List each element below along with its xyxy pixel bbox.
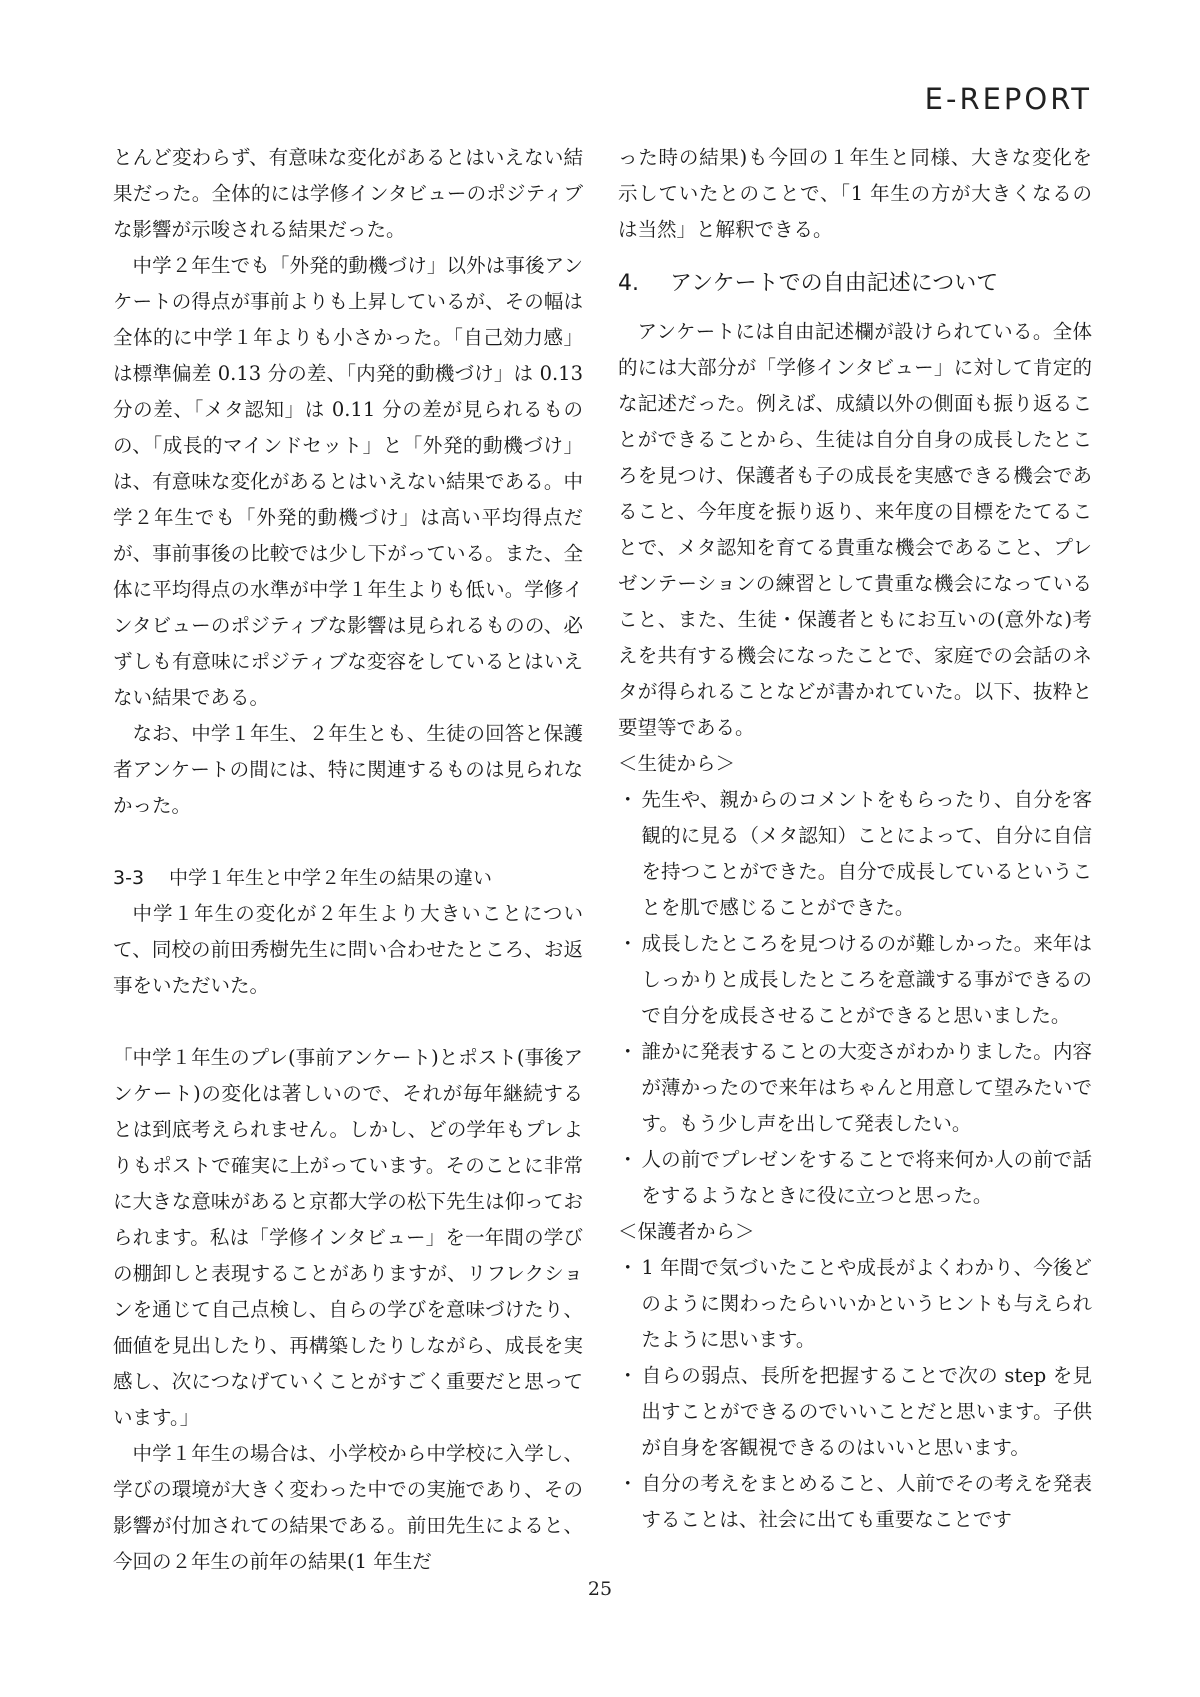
left-paragraph-1: とんど変わらず、有意味な変化があるとはいえない結果だった。全体的には学修インタビューのポジティブな影響が示唆される結果だった。: [113, 146, 583, 241]
left-column: [113, 140, 583, 1580]
section-title: アンケートでの自由記述について: [670, 271, 999, 296]
spacer: [113, 824, 583, 860]
list-item: ・ 誰かに発表することの大変さがわかりました。内容が薄かったので来年はちゃんと用意して望みたいです。もう少し声を出して発表したい。: [618, 1034, 1092, 1142]
right-column: [618, 140, 1092, 1538]
left-paragraph-3: なお、中学１年生、２年生とも、生徒の回答と保護者アンケートの間には、特に関連するものは見られなかった。: [113, 722, 583, 817]
section-number: 4.: [618, 271, 639, 296]
subsection-title: 中学１年生と中学２年生の結果の違い: [169, 867, 493, 889]
list-item: ・ 自らの弱点、長所を把握することで次の step を見出すことができるのでいいことだと思います。子供が自身を客観視できるのはいいと思います。: [618, 1358, 1092, 1466]
left-paragraph-2: 中学２年生でも「外発的動機づけ」以外は事後アンケートの得点が事前よりも上昇しているが、その幅は全体的に中学１年よりも小さかった。「自己効力感」は標準偏差 0.13 分の差、「内発的動機づけ」は 0.13 分の差、「メタ認知」は 0.11 分の差が見られるものの、「成長的マインドセット」と「外発的動機づけ」は、有意味な変化があるとはいえない結果である。中学２年生でも「外発的動機づけ」は高い平均得点だが、事前事後の比較では少し下がっている。また、全体に平均得点の水準が中学１年生よりも低い。学修インタビューのポジティブな影響は見られるものの、必ずしも有意味にポジティブな変容をしているとはいえない結果である。: [113, 254, 583, 709]
left-paragraph-intro: 中学１年生の変化が２年生より大きいことについて、同校の前田秀樹先生に問い合わせたところ、お返事をいただいた。: [113, 902, 583, 997]
right-paragraph-main: アンケートには自由記述欄が設けられている。全体的には大部分が「学修インタビュー」に対して肯定的な記述だった。例えば、成績以外の側面も振り返ることができることから、生徒は自分自身の成長したところを見つけ、保護者も子の成長を実感できる機会であること、今年度を振り返り、来年度の目標をたてることで、メタ認知を育てる貴重な機会であること、プレゼンテーションの練習として貴重な機会になっていること、また、生徒・保護者ともにお互いの(意外な)考えを共有する機会になったことで、家庭での会話のネタが得られることなどが書かれていた。以下、抜粋と要望等である。: [618, 320, 1092, 739]
list-item: ・ 人の前でプレゼンをすることで将来何か人の前で話をするようなときに役に立つと思った。: [618, 1142, 1092, 1214]
spacer: [113, 1004, 583, 1040]
students-comments-list: [618, 782, 1092, 1214]
parents-comments-list: [618, 1250, 1092, 1538]
report-header-title: E-REPORT: [924, 82, 1092, 116]
section-heading: [618, 248, 1092, 314]
list-item: ・ 自分の考えをまとめること、人前でその考えを発表することは、社会に出ても重要なことです: [618, 1466, 1092, 1538]
list-item: ・ 成長したところを見つけるのが難しかった。来年はしっかりと成長したところを意識する事ができるので自分を成長させることができると思いました。: [618, 926, 1092, 1034]
students-label: ＜生徒から＞: [618, 752, 736, 775]
page-number: 25: [587, 1578, 613, 1600]
subsection-number: 3-3: [113, 867, 145, 889]
left-paragraph-end: 中学１年生の場合は、小学校から中学校に入学し、学びの環境が大きく変わった中での実施であり、その影響が付加されての結果である。前田先生によると、今回の２年生の前年の結果(1 年生だ: [113, 1442, 583, 1573]
quote-paragraph: 「中学１年生のプレ(事前アンケート)とポスト(事後アンケート)の変化は著しいので、それが毎年継続するとは到底考えられません。しかし、どの学年もプレよりもポストで確実に上がっています。そのことに非常に大きな意味があると京都大学の松下先生は仰っておられます。私は「学修インタビュー」を一年間の学びの棚卸しと表現することがありますが、リフレクションを通じて自己点検し、自らの学びを意味づけたり、価値を見出したり、再構築したりしながら、成長を実感し、次につなげていくことがすごく重要だと思っています。」: [113, 1046, 583, 1429]
list-item: ・ 先生や、親からのコメントをもらったり、自分を客観的に見る（メタ認知）ことによって、自分に自信を持つことができた。自分で成長しているということを肌で感じることができた。: [618, 782, 1092, 926]
parents-label: ＜保護者から＞: [618, 1220, 755, 1243]
right-paragraph-top: った時の結果)も今回の１年生と同様、大きな変化を示していたとのことで、「1 年生の方が大きくなるのは当然」と解釈できる。: [618, 146, 1092, 241]
subsection-heading: [113, 860, 583, 896]
list-item: ・ 1 年間で気づいたことや成長がよくわかり、今後どのように関わったらいいかというヒントも与えられたように思います。: [618, 1250, 1092, 1358]
